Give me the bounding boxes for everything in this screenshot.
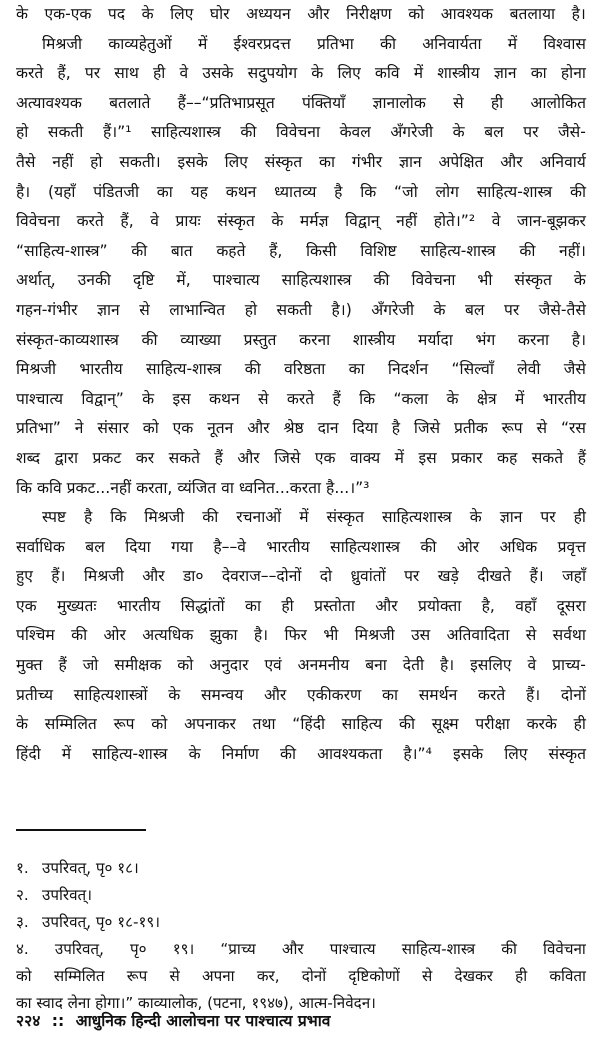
text-line: हिंदी में साहित्य-शास्त्र के निर्माण की आवश्यकता है।”⁴ इसके लिए संस्कृत bbox=[16, 744, 586, 763]
footnote-number: १. bbox=[16, 859, 29, 877]
footnote-number: ३. bbox=[16, 913, 29, 931]
footnote-3 bbox=[16, 909, 586, 936]
footnote-separator bbox=[16, 829, 146, 831]
text-line: तैसे नहीं हो सकती। इसके लिए संस्कृत का गंभीर ज्ञान अपेक्षित और अनिवार्य bbox=[16, 152, 586, 171]
text-line: पश्चिम की ओर अत्यधिक झुका है। फिर भी मिश्रजी उस अतिवादिता से सर्वथा bbox=[16, 626, 586, 645]
text-line: गहन-गंभीर ज्ञान से लाभान्वित हो सकती है।) अँगरेजी के बल पर जैसे-तैसे bbox=[16, 300, 586, 319]
footnote-4-line: ४. उपरिवत्, पृ० १९। “प्राच्य और पाश्चात्य साहित्य-शास्त्र की विवेचना bbox=[16, 936, 586, 963]
footnote-4-line: को सम्मिलित रूप से अपना कर, दोनों दृष्टिकोणों से देखकर ही कविता bbox=[16, 967, 586, 985]
footnote-1 bbox=[16, 855, 586, 882]
footnote-2 bbox=[16, 882, 586, 909]
footnote-number: ४. bbox=[16, 940, 29, 958]
text-line: विवेचना करते हैं, वे प्रायः संस्कृत के मर्मज्ञ विद्वान् नहीं होते।”² वे जान-बूझकर bbox=[16, 212, 586, 231]
page-number: २२४ bbox=[16, 1012, 41, 1030]
text-line: प्रतीच्य साहित्यशास्त्रों के समन्वय और एकीकरण का समर्थन करते हैं। दोनों bbox=[16, 685, 586, 704]
page-footer bbox=[16, 1008, 586, 1034]
text-line: करते हैं, पर साथ ही वे उसके सदुपयोग के लिए कवि में शास्त्रीय ज्ञान का होना bbox=[16, 64, 586, 83]
text-line: स्पष्ट है कि मिश्रजी की रचनाओं में संस्कृत साहित्यशास्त्र के ज्ञान पर ही bbox=[42, 508, 586, 527]
footnote-4-line: का स्वाद लेना होगा।” काव्यालोक, (पटना, १९४७), आत्म-निवेदन। bbox=[16, 994, 376, 1012]
text-line: मिश्रजी काव्यहेतुओं में ईश्वरप्रदत्त प्रतिभा की अनिवार्यता में विश्वास bbox=[42, 34, 586, 53]
footer-separator: :: bbox=[51, 1012, 65, 1030]
text-line: के एक-एक पद के लिए घोर अध्ययन और निरीक्षण को आवश्यक बतलाया है। bbox=[16, 5, 586, 23]
text-line: के सम्मिलित रूप को अपनाकर तथा “हिंदी साहित्य की सूक्ष्म परीक्षा करके ही bbox=[16, 715, 586, 734]
footnote-number: २. bbox=[16, 886, 29, 904]
footnote-4 bbox=[16, 936, 586, 1017]
text-line: पाश्चात्य विद्वान्” के इस कथन से करते हैं कि “कला के क्षेत्र में भारतीय bbox=[16, 389, 586, 408]
footnote-text: उपरिवत्, पृ० १८। bbox=[42, 859, 139, 877]
footnote-text: उपरिवत्, पृ० १८-१९। bbox=[42, 913, 161, 931]
text-line: “साहित्य-शास्त्र” की बात कहते हैं, किसी विशिष्ट साहित्य-शास्त्र की नहीं। bbox=[16, 241, 586, 260]
book-title: आधुनिक हिन्दी आलोचना पर पाश्चात्य प्रभाव bbox=[75, 1012, 331, 1030]
text-line: मुक्त हैं जो समीक्षक को अनुदार एवं अनमनीय बना देती है। इसलिए वे प्राच्य- bbox=[16, 656, 586, 675]
text-line: हुए हैं। मिश्रजी और डा० देवराज––दोनों दो ध्रुवांतों पर खड़े दीखते हैं। जहाँ bbox=[16, 567, 586, 586]
text-line: शब्द द्वारा प्रकट कर सकते हैं और जिसे एक वाक्य में इस प्रकार कह सकते हैं bbox=[16, 448, 586, 467]
text-line: एक मुख्यतः भारतीय सिद्धांतों का ही प्रस्तोता और प्रयोक्ता है, वहाँ दूसरा bbox=[16, 596, 586, 615]
text-line: प्रतिभा” ने संसार को एक नूतन और श्रेष्ठ दान दिया है जिसे प्रतीक रूप से “रस bbox=[16, 419, 586, 438]
text-line: कि कवि प्रकट...नहीं करता, व्यंजित वा ध्वनित...करता है...।”³ bbox=[16, 478, 370, 497]
footnote-text: उपरिवत्। bbox=[42, 886, 92, 904]
text-line: संस्कृत-काव्यशास्त्र की व्याख्या प्रस्तुत करना शास्त्रीय मर्यादा भंग करना है। bbox=[16, 330, 586, 349]
body-text bbox=[16, 0, 586, 769]
text-line: अर्थात्, उनकी दृष्टि में, पाश्चात्य साहित्यशास्त्र की विवेचना भी संस्कृत के bbox=[16, 271, 586, 290]
text-line: अत्यावश्यक बतलाते हैं––“प्रतिभाप्रसूत पंक्तियाँ ज्ञानालोक से ही आलोकित bbox=[16, 93, 586, 112]
text-line: हो सकती हैं।”¹ साहित्यशास्त्र की विवेचना केवल अँगरेजी के बल पर जैसे- bbox=[16, 123, 586, 142]
text-line: मिश्रजी भारतीय साहित्य-शास्त्र की वरिष्ठता का निदर्शन “सिल्वाँ लेवी जैसे bbox=[16, 360, 586, 379]
text-line: सर्वाधिक बल दिया गया है––वे भारतीय साहित्यशास्त्र की ओर अधिक प्रवृत्त bbox=[16, 537, 586, 556]
text-line: है। (यहाँ पंडितजी का यह कथन ध्यातव्य है कि “जो लोग साहित्य-शास्त्र की bbox=[16, 182, 586, 201]
